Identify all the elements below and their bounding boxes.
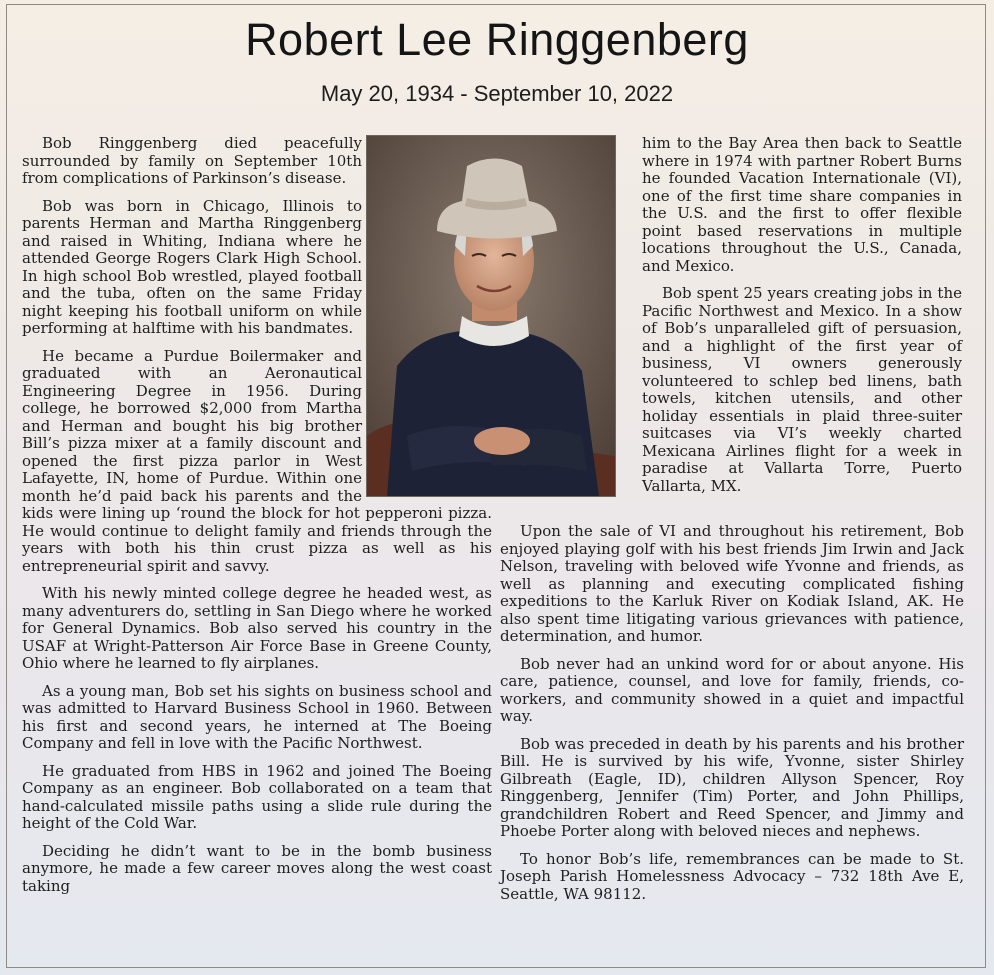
portrait-photo	[366, 135, 616, 497]
paragraph: Bob was born in Chicago, Illinois to parents Herman and Martha Ringgenberg and raised in Whiting, Indiana where he attended George Rogers Clark High School. In high school Bob wrestled, played football and the tuba, often on the same Friday night keeping his football uniform on while performing at halftime with his bandmates.	[22, 196, 362, 337]
paragraph: He graduated from HBS in 1962 and joined The Boeing Company as an engineer. Bob collaborated on a team that hand-calculated missile paths using a slide rule during the height of the Cold War.	[22, 761, 492, 832]
column-right-bottom	[500, 523, 964, 913]
life-dates: May 20, 1934 - September 10, 2022	[320, 81, 674, 106]
paragraph: Bob Ringgenberg died peacefully surrounded by family on September 10th from complications of Parkinson’s disease.	[22, 134, 362, 187]
paragraph: Bob never had an unkind word for or about anyone. His care, patience, counsel, and love for family, friends, co-workers, and community showed in a quiet and impactful way.	[500, 654, 964, 725]
paragraph: him to the Bay Area then back to Seattle where in 1974 with partner Robert Burns he founded Vacation Internationale (VI), one of the first time share companies in the U.S. and the first to offer flexible point based reservations in multiple locations throughout the U.S., Canada, and Mexico.	[642, 134, 962, 275]
paragraph: As a young man, Bob set his sights on business school and was admitted to Harvard Business School in 1960. Between his first and second years, he interned at The Boeing Company and fell in love with the Pacific Northwest.	[22, 681, 492, 752]
paragraph: To honor Bob’s life, remembrances can be made to St. Joseph Parish Homelessness Advocacy – 732 18th Ave E, Seattle, WA 98112.	[500, 849, 964, 903]
paragraph: He became a Purdue Boilermaker and graduated with an Aeronautical Engineering Degree in 1956. During college, he borrowed $2,000 from Martha and Herman and bought his big brother Bill’s pizza mixer at a family discount and opened the first pizza parlor in West Lafayette, IN, home of Purdue. Within one month he’d paid back his parents and the kids were lining up ‘round the block for hot pepperoni pizza. He would continue to delight family and friends through the years with both his thin crust pizza as well as his entrepreneurial spirit and savvy.	[22, 346, 492, 575]
paragraph: Upon the sale of VI and throughout his retirement, Bob enjoyed playing golf with his best friends Jim Irwin and Jack Nelson, traveling with beloved wife Yvonne and friends, as well as planning and executing complicated fishing expeditions to the Karluk River on Kodiak Island, AK. He also spent time litigating various grievances with patience, determination, and humor.	[500, 522, 964, 645]
paragraph: Bob spent 25 years creating jobs in the Pacific Northwest and Mexico. In a show of Bob’s unparalleled gift of persuasion, and a highlight of the first year of business, VI owners generously volunteered to schlep bed linens, bath towels, kitchen utensils, and other holiday essentials in plaid three-suiter suitcases via VI’s weekly charted Mexicana Airlines flight for a week in paradise at Vallarta Torre, Puerto Vallarta, MX.	[642, 284, 962, 495]
column-right-top	[642, 135, 962, 505]
paragraph: Bob was preceded in death by his parents and his brother Bill. He is survived by his wife, Yvonne, sister Shirley Gilbreath (Eagle, ID), children Allyson Spencer, Roy Ringgenberg, Jennifer (Tim) Porter, and John Phillips, grandchildren Robert and Reed Spencer, and Jimmy and Phoebe Porter along with beloved nieces and nephews.	[500, 734, 964, 840]
paragraph: Deciding he didn’t want to be in the bomb business anymore, he made a few career moves along the west coast taking	[22, 841, 492, 895]
obituary-name: Robert Lee Ringgenberg	[245, 14, 749, 65]
paragraph: With his newly minted college degree he headed west, as many adventurers do, settling in San Diego where he worked for General Dynamics. Bob also served his country in the USAF at Wright-Patterson Air Force Base in Greene County, Ohio where he learned to fly airplanes.	[22, 584, 492, 672]
